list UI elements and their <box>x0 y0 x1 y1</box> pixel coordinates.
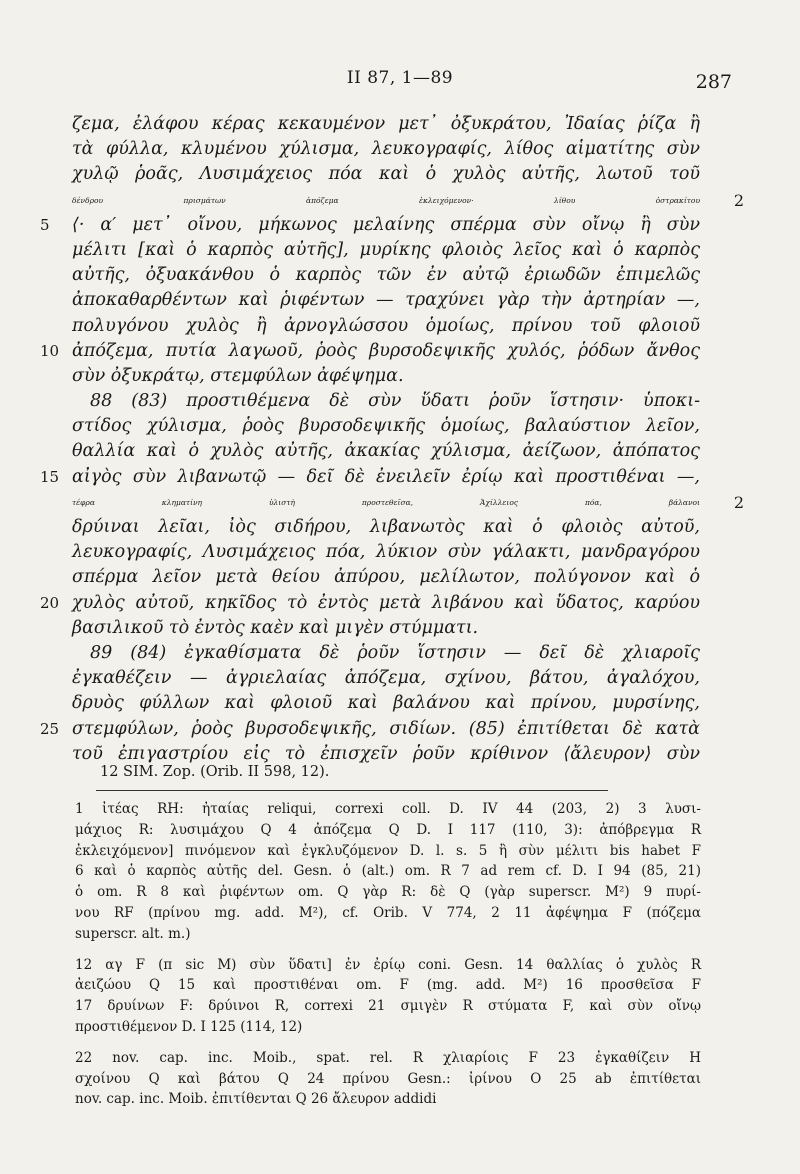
apparatus-line: μάχιος R: λυσιμάχου Q 4 ἀπόζεμα Q D. I 117 (110, 3): ἀπόβρεγμα R <box>75 821 701 838</box>
text-line <box>72 565 700 590</box>
text-line <box>40 465 700 490</box>
text-line <box>72 389 700 414</box>
text-line-content: αἰγὸς σὺν λιβανωτῷ — δεῖ δὲ ἐνειλεῖν ἐρίῳ καὶ προστιθέναι —, <box>72 466 700 487</box>
apparatus-line: nov. cap. inc. Moib. ἐπιτίθενται Q 26 ἄλευρον addidi <box>75 1091 437 1108</box>
text-line <box>72 414 700 439</box>
text-line-content: δρύιναι λεῖαι, ἰὸς σιδήρου, λιβανωτὸς καὶ ὁ φλοιὸς αὐτοῦ, <box>72 517 700 537</box>
text-line <box>72 691 700 716</box>
text-line <box>72 112 700 137</box>
text-line <box>72 641 700 666</box>
text-line-content: τὰ φύλλα, κλυμένου χύλισμα, λευκογραφίς, λίθος αἱματίτης σὺν <box>72 139 700 160</box>
text-line-content: στεμφύλων, ῥοὸς βυρσοδεψικῆς, σιδίων. (85) ἐπιτίθεται δὲ κατὰ <box>72 718 700 739</box>
text-line <box>72 666 700 691</box>
apparatus-line: superscr. alt. m.) <box>75 925 191 942</box>
apparatus-line: νου RF (πρίνου mg. add. M²), cf. Orib. V 774, 2 11 ἀφέψημα F (πόζεμα <box>75 904 701 921</box>
text-line <box>40 591 700 616</box>
text-line <box>72 288 700 313</box>
line-number: 10 <box>40 341 60 360</box>
margin-reference: 2 <box>733 190 744 210</box>
apparatus-line: ἀειζώου Q 15 καὶ προστιθέναι om. F (mg. add. M²) 16 προσθεῖσα F <box>75 977 701 994</box>
text-line-content: τέφρα κληματίνη ὑλιστὴ προστεθεῖσα, Ἀχίλλειος πόα, βάλανοι <box>72 497 700 507</box>
text-line-content: πολυγόνου χυλὸς ἢ ἀρνογλώσσου ὁμοίως, πρίνου τοῦ φλοιοῦ <box>72 315 700 336</box>
text-line-content: ζεμα, ἐλάφου κέρας κεκαυμένον μετ᾽ ὀξυκράτου, Ἰδαίας ῥίζα ἢ <box>72 114 700 134</box>
text-line-content: αὐτῆς, ὀξυακάνθου ὁ καρπὸς τῶν ἐν αὐτῷ ἐριωδῶν ἐπιμελῶς <box>72 265 700 286</box>
text-line <box>72 540 700 565</box>
text-line-content: στίδος χύλισμα, ῥοὸς βυρσοδεψικῆς ὁμοίως, βαλαύστιον λεῖον, <box>72 416 700 437</box>
text-line-content: ⟨· α′ μετ᾽ οἴνου, μήκωνος μελαίνης σπέρμα σὺν οἴνῳ ἢ σὺν <box>72 214 700 235</box>
text-line-content: ἐγκαθέζειν — ἀγριελαίας ἀπόζεμα, σχίνου, βάτου, ἀγαλόχου, <box>72 668 700 689</box>
apparatus-line: ὁ om. R 8 καὶ ῥιφέντων om. Q γὰρ R: δὲ Q (γὰρ superscr. M²) 9 πυρί- <box>75 884 701 901</box>
page-number: 287 <box>695 71 732 93</box>
text-line-content: ἀπόζεμα, πυτία λαγωοῦ, ῥοὸς βυρσοδεψικῆς χυλός, ῥόδων ἄνθος <box>72 340 700 361</box>
apparatus-line: 1 ἰτέας RH: ἠταίας reliqui, correxi coll. D. IV 44 (203, 2) 3 λυσι- <box>75 801 701 817</box>
text-line-content: δρυὸς φύλλων καὶ φλοιοῦ καὶ βαλάνου καὶ πρίνου, μυρσίνης, <box>72 693 700 714</box>
text-line-content: λευκογραφίς, Λυσιμάχειος πόα, λύκιον σὺν γάλακτι, μανδραγόρου <box>72 542 700 563</box>
text-line-content: τοῦ ἐπιγαστρίου εἰς τὸ ἐπισχεῖν ῥοῦν κρίθινον ⟨ἄλευρον⟩ σὺν <box>72 743 700 764</box>
text-line <box>72 616 700 641</box>
apparatus-gap <box>75 1038 701 1048</box>
text-line-content: δένδρου πρισμάτων ἀπόζεμα ἐκλειχόμενον· λίθου ὀστρακίτου <box>72 195 700 205</box>
similia-note: 12 SIM. Zop. (Orib. II 598, 12). <box>100 764 330 780</box>
apparatus-line: 6 καὶ ὁ καρπὸς αὐτῆς del. Gesn. ὁ (alt.) om. R 7 ad rem cf. D. I 94 (85, 21) <box>75 863 701 880</box>
text-line <box>40 339 700 364</box>
text-line <box>72 364 700 389</box>
text-line <box>40 717 700 742</box>
text-line-content: 89 (84) ἐγκαθίσματα δὲ ῥοῦν ἵστησιν — δεῖ δὲ χλιαροῖς <box>90 642 700 663</box>
apparatus-line: 12 αγ F (π sic M) σὺν ὕδατι] ἐν ἐρίῳ coni. Gesn. 14 θαλλίας ὁ χυλὸς R <box>75 956 701 973</box>
text-line-content: βασιλικοῦ τὸ ἐντὸς καὲν καὶ μιγὲν στύμματι. <box>72 617 479 638</box>
text-line-content: θαλλία καὶ ὁ χυλὸς αὐτῆς, ἀκακίας χύλισμα, ἀείζωον, ἀπόπατος <box>72 441 700 462</box>
running-head: II 87, 1—89 <box>346 68 454 88</box>
text-line <box>72 515 700 540</box>
text-line-content: σὺν ὀξυκράτῳ, στεμφύλων ἀφέψημα. <box>72 365 404 386</box>
text-line <box>72 188 744 213</box>
line-number: 20 <box>40 593 60 612</box>
text-line <box>72 490 744 515</box>
text-line <box>72 263 700 288</box>
margin-reference: 2 <box>733 492 744 512</box>
text-line-content: 88 (83) προστιθέμενα δὲ σὺν ὕδατι ῥοῦν ἵστησιν· ὑποκι- <box>90 391 700 412</box>
line-number: 25 <box>40 719 60 738</box>
apparatus-line: 17 δρυίνων F: δρύινοι R, correxi 21 σμιγὲν R στύματα F, καὶ σὺν οἴνῳ <box>75 998 701 1015</box>
apparatus-line: 22 nov. cap. inc. Moib., spat. rel. R χλιαρίοις F 23 ἐγκαθίζειν H <box>75 1049 701 1066</box>
main-text <box>40 112 744 767</box>
text-line <box>72 238 700 263</box>
text-line <box>72 439 700 464</box>
text-line <box>40 213 700 238</box>
apparatus-line: σχοίνου Q καὶ βάτου Q 24 πρίνου Gesn.: ἰρίνου O 25 ab ἐπιτίθεται <box>75 1070 701 1087</box>
apparatus-line: ἐκλειχόμενον] πινόμενον καὶ ἐγκλυζόμενον D. l. s. 5 ἢ σὺν μέλιτι bis habet F <box>75 842 701 859</box>
text-line-content: ἀποκαθαρθέντων καὶ ῥιφέντων — τραχύνει γὰρ τὴν ἀρτηρίαν —, <box>72 290 700 311</box>
line-number: 5 <box>40 215 50 234</box>
text-line-content: χυλῷ ῥοᾶς, Λυσιμάχειος πόα καὶ ὁ χυλὸς αὐτῆς, λωτοῦ τοῦ <box>72 164 700 185</box>
text-line-content: σπέρμα λεῖον μετὰ θείου ἀπύρου, μελίλωτον, πολύγονον καὶ ὁ <box>72 567 700 588</box>
text-line-content: χυλὸς αὐτοῦ, κηκῖδος τὸ ἐντὸς μετὰ λιβάνου καὶ ὕδατος, καρύου <box>72 592 700 613</box>
apparatus-line: προστιθέμενον D. I 125 (114, 12) <box>75 1018 303 1035</box>
text-line <box>72 162 700 187</box>
text-line <box>72 314 700 339</box>
apparatus-gap <box>75 945 701 955</box>
text-line-content: μέλιτι [καὶ ὁ καρπὸς αὐτῆς], μυρίκης φλοιὸς λεῖος καὶ ὁ καρπὸς <box>72 239 700 260</box>
text-line <box>72 137 700 162</box>
line-number: 15 <box>40 467 60 486</box>
apparatus-divider <box>96 790 608 791</box>
critical-apparatus <box>75 799 701 1110</box>
page-header <box>60 68 740 92</box>
